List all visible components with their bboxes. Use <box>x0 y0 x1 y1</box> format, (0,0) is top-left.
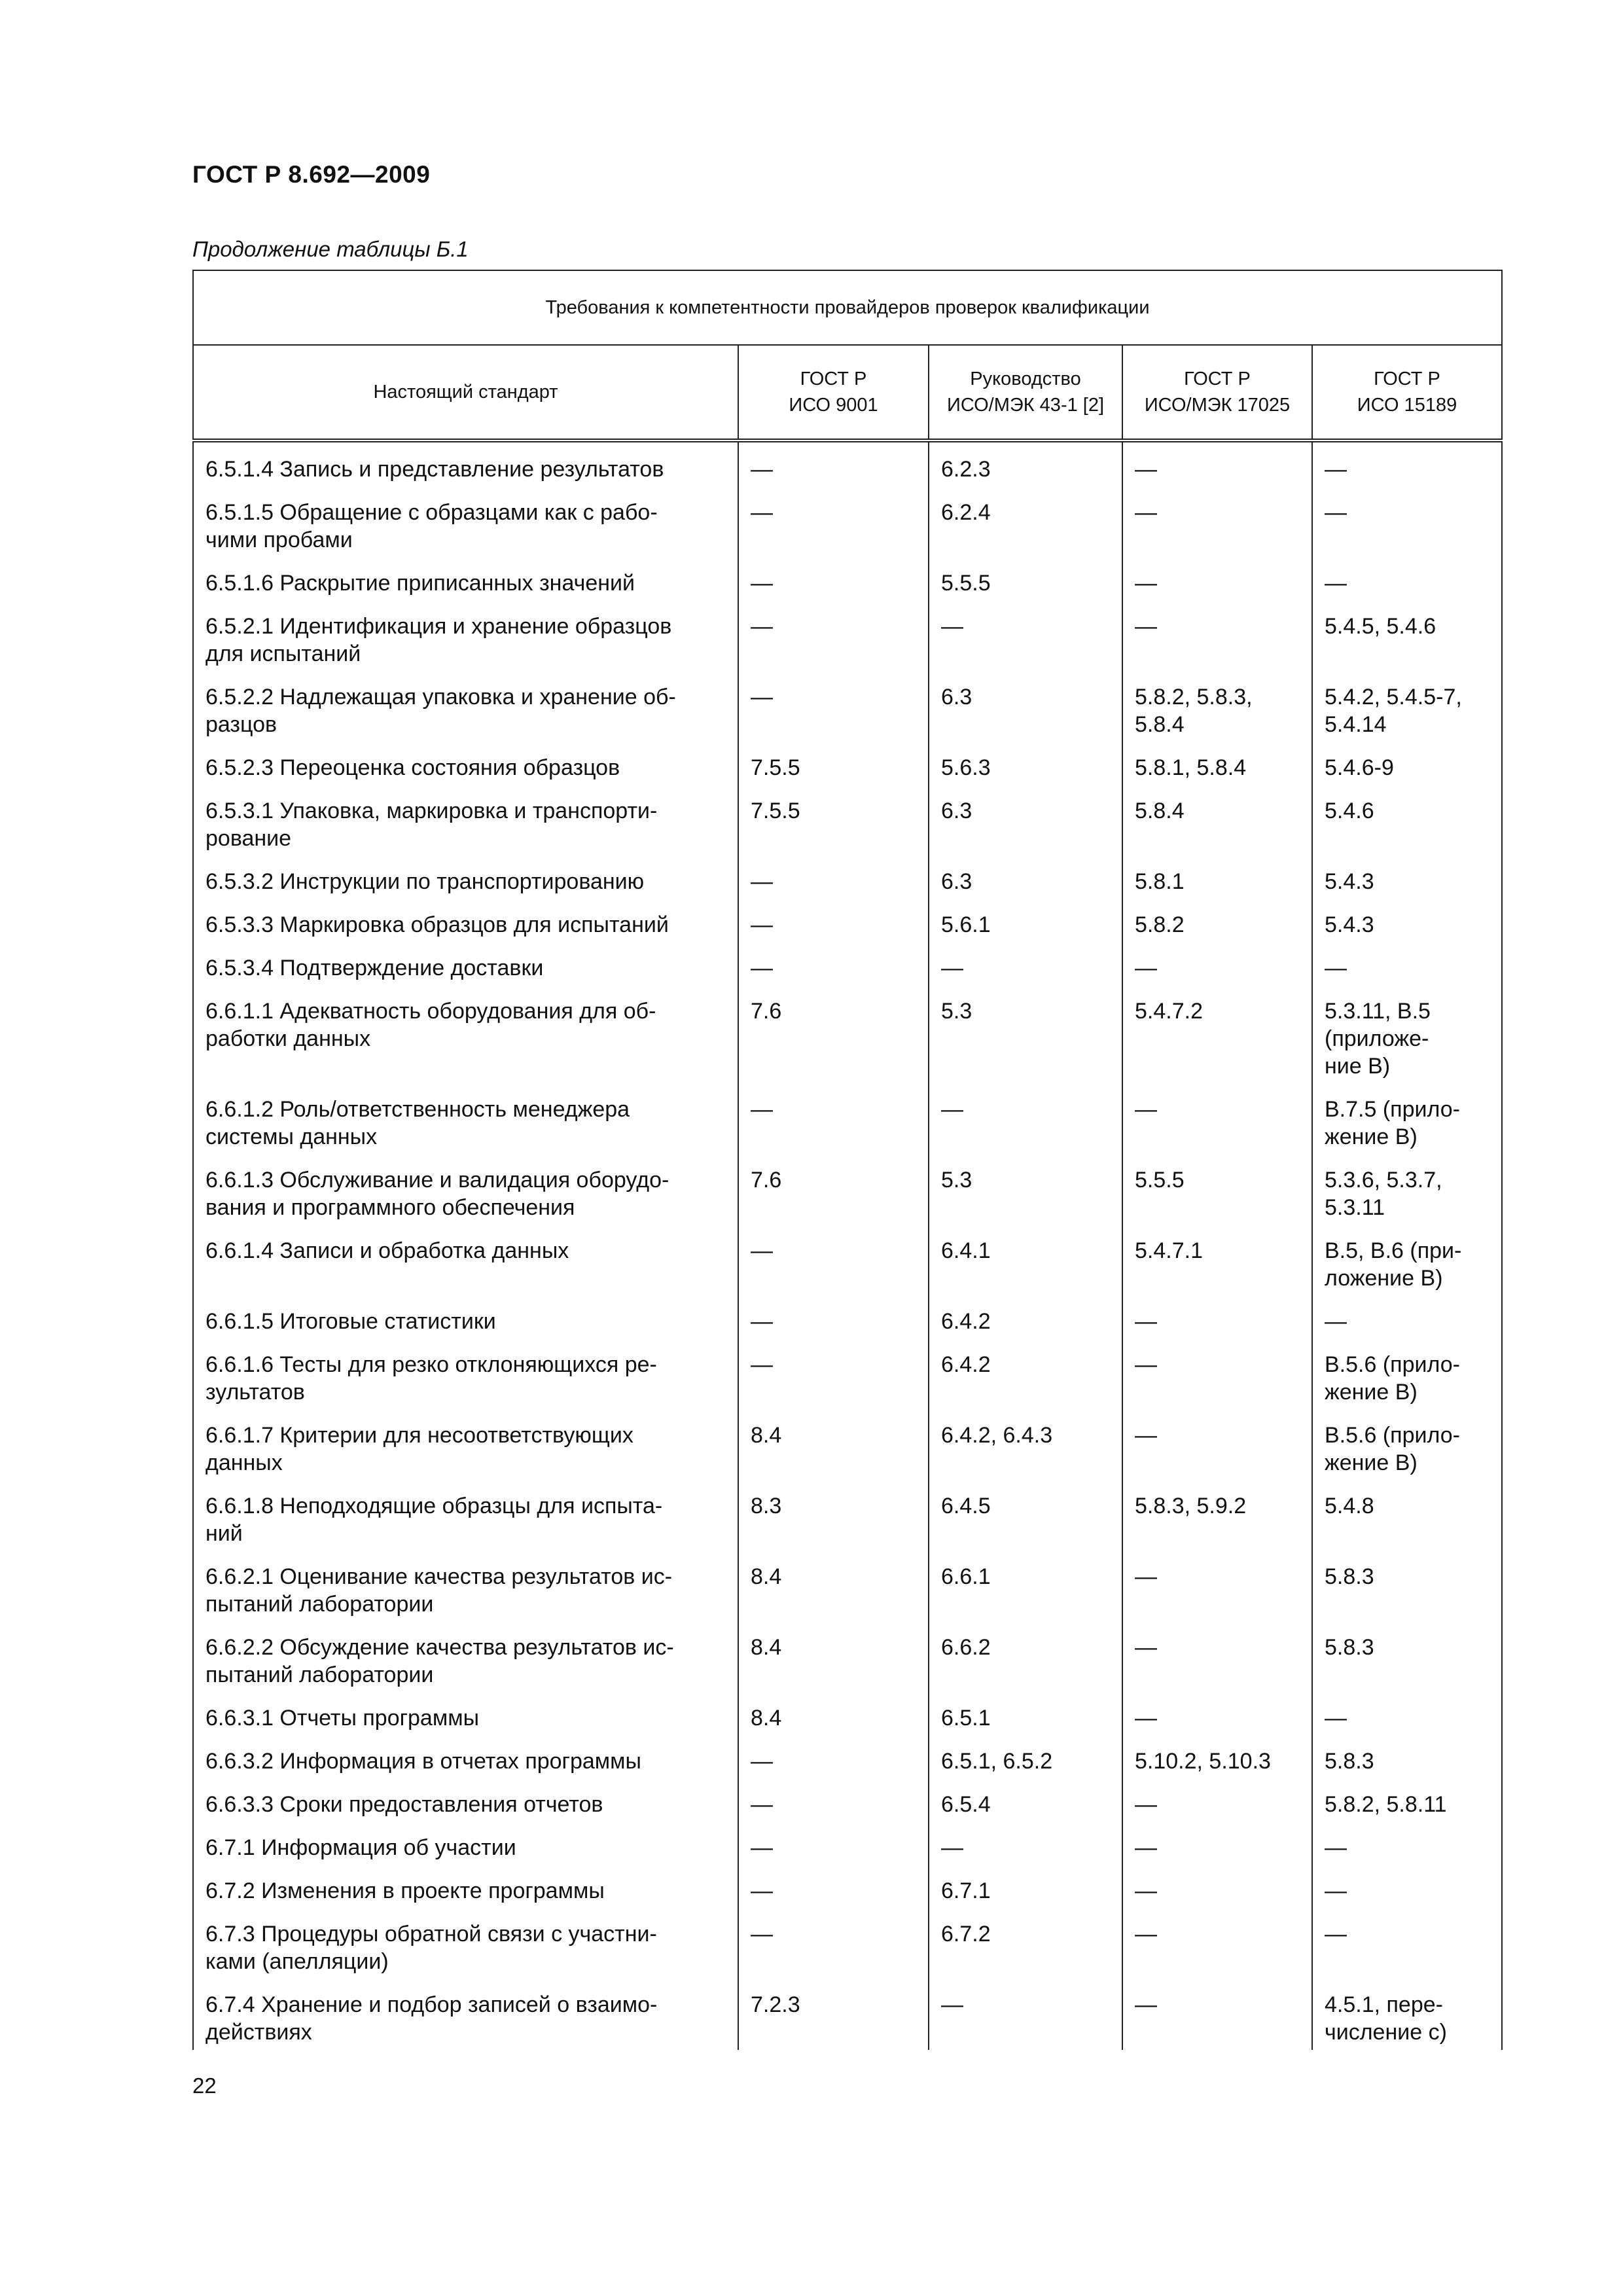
reference-cell: 6.4.1 <box>929 1230 1122 1300</box>
reference-cell: 5.6.3 <box>929 747 1122 790</box>
reference-cell: — <box>1122 440 1312 492</box>
reference-cell: — <box>738 1740 929 1784</box>
reference-cell: 6.4.2, 6.4.3 <box>929 1414 1122 1485</box>
reference-cell: 8.3 <box>738 1485 929 1556</box>
reference-cell: 5.3 <box>929 1159 1122 1230</box>
reference-cell: 4.5.1, пере- числение с) <box>1312 1984 1502 2050</box>
requirement-cell: 6.6.2.2 Обсуждение качества результатов ис- пытаний лаборатории <box>193 1626 738 1697</box>
reference-cell: — <box>1122 1414 1312 1485</box>
table-row <box>193 1344 1502 1414</box>
reference-cell: 6.6.1 <box>929 1556 1122 1626</box>
reference-cell: — <box>929 1827 1122 1870</box>
table-row <box>193 1784 1502 1827</box>
requirement-cell: 6.6.3.1 Отчеты программы <box>193 1697 738 1740</box>
table-row <box>193 1697 1502 1740</box>
table-row <box>193 1556 1502 1626</box>
reference-cell: 7.2.3 <box>738 1984 929 2050</box>
reference-cell: — <box>738 562 929 605</box>
reference-cell: 5.4.3 <box>1312 861 1502 904</box>
requirement-cell: 6.5.3.1 Упаковка, маркировка и транспорти- рование <box>193 790 738 861</box>
reference-cell: — <box>1312 1827 1502 1870</box>
reference-cell: — <box>738 440 929 492</box>
reference-cell: 5.4.7.1 <box>1122 1230 1312 1300</box>
reference-cell: — <box>1122 1088 1312 1159</box>
requirement-cell: 6.5.2.2 Надлежащая упаковка и хранение об- разцов <box>193 676 738 747</box>
table-caption: Продолжение таблицы Б.1 <box>192 237 469 261</box>
reference-cell: 5.4.2, 5.4.5-7, 5.4.14 <box>1312 676 1502 747</box>
table-row <box>193 1300 1502 1344</box>
reference-cell: — <box>738 1230 929 1300</box>
reference-cell: — <box>1312 562 1502 605</box>
reference-cell: 5.5.5 <box>929 562 1122 605</box>
reference-cell: — <box>1122 562 1312 605</box>
requirement-cell: 6.6.1.5 Итоговые статистики <box>193 1300 738 1344</box>
reference-cell: 5.8.1 <box>1122 861 1312 904</box>
reference-cell: — <box>738 861 929 904</box>
reference-cell: — <box>1312 1913 1502 1984</box>
reference-cell: 7.5.5 <box>738 747 929 790</box>
reference-cell: — <box>1122 492 1312 562</box>
reference-cell: — <box>738 676 929 747</box>
reference-cell: 6.4.2 <box>929 1300 1122 1344</box>
reference-cell: — <box>929 605 1122 676</box>
reference-cell: 6.5.1, 6.5.2 <box>929 1740 1122 1784</box>
reference-cell: 6.3 <box>929 790 1122 861</box>
reference-cell: — <box>1312 1300 1502 1344</box>
reference-cell: 5.8.1, 5.8.4 <box>1122 747 1312 790</box>
table-row <box>193 1913 1502 1984</box>
reference-cell: 6.5.1 <box>929 1697 1122 1740</box>
table-row <box>193 1626 1502 1697</box>
reference-cell: — <box>738 1344 929 1414</box>
reference-cell: 6.6.2 <box>929 1626 1122 1697</box>
reference-cell: 6.7.2 <box>929 1913 1122 1984</box>
reference-cell: — <box>1312 947 1502 990</box>
reference-cell: 8.4 <box>738 1556 929 1626</box>
reference-cell: 5.8.2 <box>1122 904 1312 947</box>
table-row <box>193 1870 1502 1913</box>
reference-cell: 8.4 <box>738 1697 929 1740</box>
column-header-1: Настоящий стандарт <box>193 345 738 440</box>
requirement-cell: 6.6.1.7 Критерии для несоответствующих данных <box>193 1414 738 1485</box>
requirement-cell: 6.5.3.3 Маркировка образцов для испытаний <box>193 904 738 947</box>
reference-cell: 6.7.1 <box>929 1870 1122 1913</box>
reference-cell: 6.4.5 <box>929 1485 1122 1556</box>
reference-cell: — <box>1122 1913 1312 1984</box>
column-header-5: ГОСТ Р ИСО 15189 <box>1312 345 1502 440</box>
reference-cell: — <box>1312 440 1502 492</box>
column-header-3: Руководство ИСО/МЭК 43-1 [2] <box>929 345 1122 440</box>
reference-cell: 6.2.4 <box>929 492 1122 562</box>
reference-cell: — <box>738 492 929 562</box>
reference-cell: 5.8.3 <box>1312 1740 1502 1784</box>
reference-cell: — <box>1122 1827 1312 1870</box>
requirement-cell: 6.7.2 Изменения в проекте программы <box>193 1870 738 1913</box>
requirement-cell: 6.5.3.2 Инструкции по транспортированию <box>193 861 738 904</box>
reference-cell: В.5, В.6 (при- ложение В) <box>1312 1230 1502 1300</box>
reference-cell: — <box>1122 605 1312 676</box>
table-row <box>193 676 1502 747</box>
reference-cell: — <box>1122 1556 1312 1626</box>
reference-cell: 5.8.2, 5.8.3, 5.8.4 <box>1122 676 1312 747</box>
reference-cell: 5.3.11, В.5 (приложе- ние В) <box>1312 990 1502 1088</box>
requirement-cell: 6.7.1 Информация об участии <box>193 1827 738 1870</box>
requirement-cell: 6.6.3.3 Сроки предоставления отчетов <box>193 1784 738 1827</box>
reference-cell: 6.5.4 <box>929 1784 1122 1827</box>
reference-cell: — <box>1122 1784 1312 1827</box>
reference-cell: — <box>1122 1984 1312 2050</box>
requirement-cell: 6.6.1.1 Адекватность оборудования для об- работки данных <box>193 990 738 1088</box>
reference-cell: 5.3 <box>929 990 1122 1088</box>
reference-cell: 7.5.5 <box>738 790 929 861</box>
requirement-cell: 6.6.1.6 Тесты для резко отклоняющихся ре- зультатов <box>193 1344 738 1414</box>
reference-cell: 6.3 <box>929 676 1122 747</box>
column-header-4: ГОСТ Р ИСО/МЭК 17025 <box>1122 345 1312 440</box>
table-row <box>193 990 1502 1088</box>
reference-cell: — <box>738 904 929 947</box>
reference-cell: 5.8.4 <box>1122 790 1312 861</box>
requirement-cell: 6.5.1.6 Раскрытие приписанных значений <box>193 562 738 605</box>
reference-cell: 5.4.6-9 <box>1312 747 1502 790</box>
table-row <box>193 947 1502 990</box>
table-row <box>193 492 1502 562</box>
requirement-cell: 6.5.3.4 Подтверждение доставки <box>193 947 738 990</box>
requirement-cell: 6.6.1.2 Роль/ответственность менеджера системы данных <box>193 1088 738 1159</box>
table-row <box>193 1159 1502 1230</box>
reference-cell: 8.4 <box>738 1626 929 1697</box>
table-row <box>193 605 1502 676</box>
table-group-header: Требования к компетентности провайдеров проверок квалификации <box>193 270 1502 345</box>
requirement-cell: 6.5.2.3 Переоценка состояния образцов <box>193 747 738 790</box>
table-body <box>193 440 1502 2050</box>
reference-cell: — <box>738 1913 929 1984</box>
reference-cell: 6.2.3 <box>929 440 1122 492</box>
requirement-cell: 6.7.4 Хранение и подбор записей о взаимо- действиях <box>193 1984 738 2050</box>
reference-cell: — <box>929 1088 1122 1159</box>
column-header-2: ГОСТ Р ИСО 9001 <box>738 345 929 440</box>
reference-cell: 5.4.7.2 <box>1122 990 1312 1088</box>
reference-cell: — <box>738 1870 929 1913</box>
reference-cell: — <box>1122 1870 1312 1913</box>
table-row <box>193 1414 1502 1485</box>
requirement-cell: 6.5.1.5 Обращение с образцами как с рабо- чими пробами <box>193 492 738 562</box>
page-number: 22 <box>192 2073 217 2098</box>
reference-cell: — <box>738 605 929 676</box>
reference-cell: — <box>1122 947 1312 990</box>
table-row <box>193 440 1502 492</box>
reference-cell: 6.3 <box>929 861 1122 904</box>
reference-cell: — <box>1122 1344 1312 1414</box>
reference-cell: — <box>738 1088 929 1159</box>
reference-cell: 5.4.6 <box>1312 790 1502 861</box>
reference-cell: — <box>1122 1300 1312 1344</box>
reference-cell: — <box>929 947 1122 990</box>
reference-cell: 7.6 <box>738 1159 929 1230</box>
reference-cell: В.7.5 (прило- жение В) <box>1312 1088 1502 1159</box>
reference-cell: — <box>738 947 929 990</box>
requirement-cell: 6.5.1.4 Запись и представление результатов <box>193 440 738 492</box>
table-row <box>193 1088 1502 1159</box>
reference-cell: — <box>1122 1697 1312 1740</box>
reference-cell: 5.6.1 <box>929 904 1122 947</box>
requirement-cell: 6.6.3.2 Информация в отчетах программы <box>193 1740 738 1784</box>
table-row <box>193 904 1502 947</box>
requirement-cell: 6.6.1.4 Записи и обработка данных <box>193 1230 738 1300</box>
table-row <box>193 1827 1502 1870</box>
requirement-cell: 6.5.2.1 Идентификация и хранение образцов для испытаний <box>193 605 738 676</box>
reference-cell: — <box>1312 1870 1502 1913</box>
reference-cell: 5.8.3 <box>1312 1556 1502 1626</box>
table-row <box>193 1984 1502 2050</box>
table-row <box>193 790 1502 861</box>
reference-cell: 7.6 <box>738 990 929 1088</box>
requirement-cell: 6.7.3 Процедуры обратной связи с участни- ками (апелляции) <box>193 1913 738 1984</box>
reference-cell: — <box>1122 1626 1312 1697</box>
table-row <box>193 1740 1502 1784</box>
requirement-cell: 6.6.2.1 Оценивание качества результатов ис- пытаний лаборатории <box>193 1556 738 1626</box>
table-row <box>193 861 1502 904</box>
reference-cell: — <box>1312 1697 1502 1740</box>
reference-cell: — <box>738 1300 929 1344</box>
reference-cell: — <box>929 1984 1122 2050</box>
reference-cell: 6.4.2 <box>929 1344 1122 1414</box>
reference-cell: 5.8.3 <box>1312 1626 1502 1697</box>
requirements-table <box>192 270 1503 2050</box>
table-row <box>193 1230 1502 1300</box>
reference-cell: 5.10.2, 5.10.3 <box>1122 1740 1312 1784</box>
requirement-cell: 6.6.1.8 Неподходящие образцы для испыта- ний <box>193 1485 738 1556</box>
requirement-cell: 6.6.1.3 Обслуживание и валидация оборудо- вания и программного обеспечения <box>193 1159 738 1230</box>
reference-cell: 5.4.8 <box>1312 1485 1502 1556</box>
reference-cell: 5.8.2, 5.8.11 <box>1312 1784 1502 1827</box>
reference-cell: 5.5.5 <box>1122 1159 1312 1230</box>
reference-cell: — <box>738 1827 929 1870</box>
table-row <box>193 562 1502 605</box>
reference-cell: 5.3.6, 5.3.7, 5.3.11 <box>1312 1159 1502 1230</box>
reference-cell: — <box>738 1784 929 1827</box>
reference-cell: В.5.6 (прило- жение В) <box>1312 1344 1502 1414</box>
column-header-row <box>193 345 1502 440</box>
reference-cell: 5.4.5, 5.4.6 <box>1312 605 1502 676</box>
table-row <box>193 1485 1502 1556</box>
table-row <box>193 747 1502 790</box>
reference-cell: В.5.6 (прило- жение В) <box>1312 1414 1502 1485</box>
reference-cell: 5.8.3, 5.9.2 <box>1122 1485 1312 1556</box>
document-title: ГОСТ Р 8.692—2009 <box>192 161 431 188</box>
reference-cell: 5.4.3 <box>1312 904 1502 947</box>
reference-cell: 8.4 <box>738 1414 929 1485</box>
reference-cell: — <box>1312 492 1502 562</box>
